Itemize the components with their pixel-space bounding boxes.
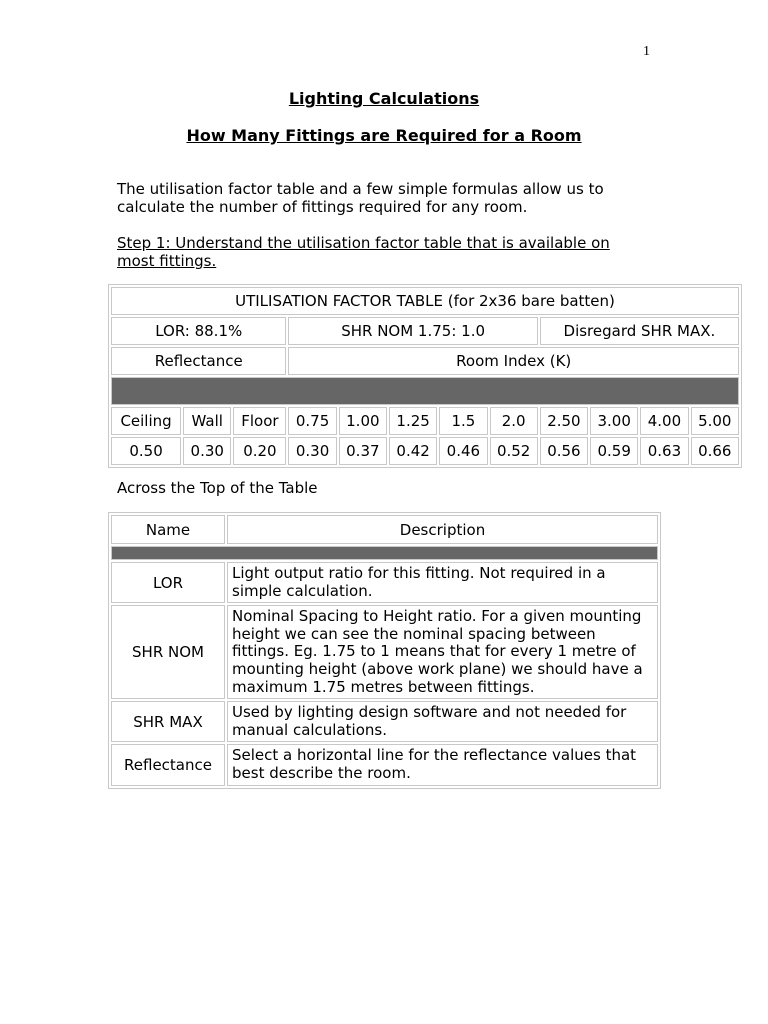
uf-table-title: UTILISATION FACTOR TABLE (for 2x36 bare batten) [111, 287, 739, 315]
room-index-cell: Room Index (K) [288, 347, 739, 375]
utilisation-factor-table [108, 284, 742, 468]
page-number: 1 [643, 44, 650, 59]
header-cell: 0.75 [288, 407, 336, 435]
value-cell: 0.50 [111, 437, 181, 465]
header-cell: Floor [233, 407, 286, 435]
value-cell: 0.30 [288, 437, 336, 465]
page-subtitle: How Many Fittings are Required for a Room [186, 126, 582, 145]
across-heading: Across the Top of the Table [117, 479, 318, 497]
description-cell: Used by lighting design software and not needed for manual calculations. [227, 701, 658, 742]
table-row [111, 437, 739, 465]
header-cell: Wall [183, 407, 231, 435]
table-row [111, 605, 658, 699]
page-title: Lighting Calculations [288, 89, 480, 108]
value-cell: 0.42 [389, 437, 437, 465]
table-row [111, 407, 739, 435]
shr-nom-cell: SHR NOM 1.75: 1.0 [288, 317, 537, 345]
reflectance-cell: Reflectance [111, 347, 286, 375]
header-cell: 1.5 [439, 407, 487, 435]
header-cell: 1.00 [339, 407, 387, 435]
table-row [111, 701, 658, 742]
description-table [108, 512, 661, 789]
header-cell: 1.25 [389, 407, 437, 435]
header-cell: Ceiling [111, 407, 181, 435]
value-cell: 0.20 [233, 437, 286, 465]
name-cell: SHR NOM [111, 605, 225, 699]
name-cell: SHR MAX [111, 701, 225, 742]
value-cell: 0.52 [490, 437, 538, 465]
table-row [111, 347, 739, 375]
disregard-cell: Disregard SHR MAX. [540, 317, 739, 345]
table-row [111, 744, 658, 785]
value-cell: 0.30 [183, 437, 231, 465]
value-cell: 0.46 [439, 437, 487, 465]
header-cell: 2.0 [490, 407, 538, 435]
description-cell: Light output ratio for this fitting. Not required in a simple calculation. [227, 562, 658, 603]
step1-heading: Step 1: Understand the utilisation factor table that is available on most fittings. [117, 234, 610, 270]
table-row [111, 317, 739, 345]
name-header: Name [111, 515, 225, 544]
divider-cell [111, 546, 658, 560]
lor-cell: LOR: 88.1% [111, 317, 286, 345]
header-cell: 3.00 [590, 407, 638, 435]
value-cell: 0.66 [691, 437, 739, 465]
table-divider-bar [111, 546, 658, 560]
table-divider-bar [111, 377, 739, 405]
value-cell: 0.59 [590, 437, 638, 465]
value-cell: 0.56 [540, 437, 588, 465]
value-cell: 0.63 [640, 437, 688, 465]
name-cell: Reflectance [111, 744, 225, 785]
table-row [111, 287, 739, 315]
header-cell: 4.00 [640, 407, 688, 435]
description-header: Description [227, 515, 658, 544]
description-cell: Select a horizontal line for the reflectance values that best describe the room. [227, 744, 658, 785]
header-cell: 2.50 [540, 407, 588, 435]
table-row [111, 515, 658, 544]
header-cell: 5.00 [691, 407, 739, 435]
name-cell: LOR [111, 562, 225, 603]
intro-paragraph: The utilisation factor table and a few simple formulas allow us to calculate the number of fittings required for any room. [117, 180, 604, 216]
divider-cell [111, 377, 739, 405]
description-cell: Nominal Spacing to Height ratio. For a given mounting height we can see the nominal spacing between fittings. Eg. 1.75 to 1 means that for every 1 metre of mounting height (above work plane) we should have a maximum 1.75 metres between fittings. [227, 605, 658, 699]
value-cell: 0.37 [339, 437, 387, 465]
table-row [111, 562, 658, 603]
